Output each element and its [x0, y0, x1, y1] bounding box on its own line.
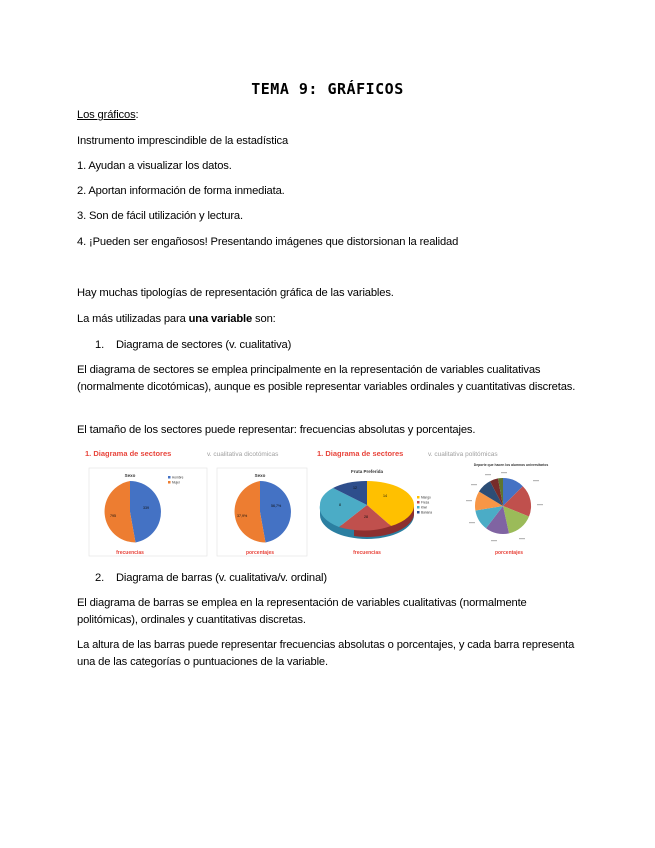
point-3: 3. Son de fácil utilización y lectura. — [77, 210, 243, 222]
pie3-legend-fresa: Fresa — [421, 500, 430, 505]
pie3-legend-mango: Mango — [421, 495, 431, 500]
page-title: TEMA 9: GRÁFICOS — [251, 80, 404, 98]
section-heading-text: Los gráficos — [77, 109, 136, 121]
section-heading-colon: : — [135, 109, 139, 121]
pie2-value-mujer: 37,9% — [237, 514, 248, 518]
list-item-1-text: Diagrama de sectores (v. cualitativa) — [116, 339, 292, 351]
pie4-label-mark-3 — [519, 538, 525, 539]
pie3-legend-swatch-mango — [417, 496, 420, 499]
list-item-2-text: Diagrama de barras (v. cualitativa/v. ordinal) — [116, 572, 327, 584]
paragraph-most-used — [77, 311, 276, 328]
pie4-label-mark-5 — [469, 522, 475, 523]
pie2-title: Sexo — [254, 473, 266, 478]
pie-charts-svg — [77, 444, 577, 562]
list-item-2-number: 2. — [95, 572, 105, 584]
pie4-title: Deporte que hacen los alumnos universitarios — [473, 463, 549, 467]
list-item-1-number: 1. — [95, 339, 105, 351]
point-4: 4. ¡Pueden ser engañosos! Presentando imágenes que distorsionan la realidad — [77, 236, 459, 248]
paragraph-altura: La altura de las barras puede representar frecuencias absolutas o porcentajes, y cada barra representa una de las categorías o puntuaciones de la variable. — [77, 639, 575, 668]
heading-left: 1. Diagrama de sectores — [85, 449, 172, 458]
pie4-group — [475, 478, 531, 534]
pie3-value-1: 14 — [383, 494, 387, 498]
paragraph-types: Hay muchas tipologías de representación gráfica de las variables. — [77, 287, 394, 299]
subheading-left: v. cualitativa dicotómicas — [207, 451, 279, 458]
pie2-value-hombre: 56,7% — [271, 504, 282, 508]
paragraph-sectores: El diagrama de sectores se emplea principalmente en la representación de variables cualitativas (normalmente dicotómicas), aunque es posible representar variables ordinales y cuantitativas discretas. — [77, 364, 576, 393]
pie4-label-mark-1 — [533, 480, 539, 481]
pie4-label-mark-4 — [491, 540, 497, 541]
intro-line: Instrumento imprescindible de la estadística — [77, 135, 289, 147]
pie1-caption: frecuencias — [116, 550, 144, 556]
pie4-label-mark-6 — [466, 500, 472, 501]
pie1-legend-swatch-mujer — [168, 481, 171, 484]
subheading-right: v. cualitativa politómicas — [428, 451, 498, 458]
pie1-value-hombre: 339 — [143, 506, 149, 510]
pie1-legend-hombre: Hombre — [172, 475, 184, 480]
most-used-bold: una variable — [188, 313, 253, 325]
pie4-label-mark-7 — [471, 484, 477, 485]
paragraph-tamano: El tamaño de los sectores puede representar: frecuencias absolutas y porcentajes. — [77, 424, 476, 436]
pie3-legend-swatch-fresa — [417, 501, 420, 504]
pie1-title: Sexo — [124, 473, 136, 478]
pie3-title: Fruta Preferida — [350, 469, 384, 474]
pie1-legend-swatch-hombre — [168, 476, 171, 479]
most-used-suffix: son: — [252, 313, 276, 325]
pie3-value-4: 12 — [353, 486, 357, 490]
heading-right: 1. Diagrama de sectores — [317, 449, 404, 458]
pie3-value-3: 8 — [339, 503, 341, 507]
pie4-caption: porcentajes — [494, 550, 524, 556]
point-2: 2. Aportan información de forma inmediata. — [77, 185, 285, 197]
pie-charts-figure — [77, 444, 577, 562]
pie3-legend-swatch-kiwi — [417, 506, 420, 509]
pie1-value-mujer: 795 — [110, 514, 116, 518]
pie3-legend-swatch-banana — [417, 511, 420, 514]
section-heading — [77, 107, 139, 124]
pie3-value-2: 28 — [364, 515, 368, 519]
pie2-caption: porcentajes — [245, 550, 275, 556]
pie4-label-mark-8 — [485, 474, 491, 475]
pie3-legend-kiwi: Kiwi — [421, 505, 427, 510]
pie1-legend-mujer: Mujer — [172, 480, 180, 485]
pie3-legend-banana: Banana — [421, 510, 432, 515]
pie4-label-mark-9 — [501, 472, 507, 473]
point-1: 1. Ayudan a visualizar los datos. — [77, 160, 232, 172]
paragraph-barras: El diagrama de barras se emplea en la representación de variables cualitativas (normalmente politómicas), ordinales y cuantitativas discretas. — [77, 597, 527, 626]
most-used-prefix: La más utilizadas para — [77, 313, 189, 325]
pie4-label-mark-2 — [537, 504, 543, 505]
pie3-caption: frecuencias — [353, 550, 381, 556]
